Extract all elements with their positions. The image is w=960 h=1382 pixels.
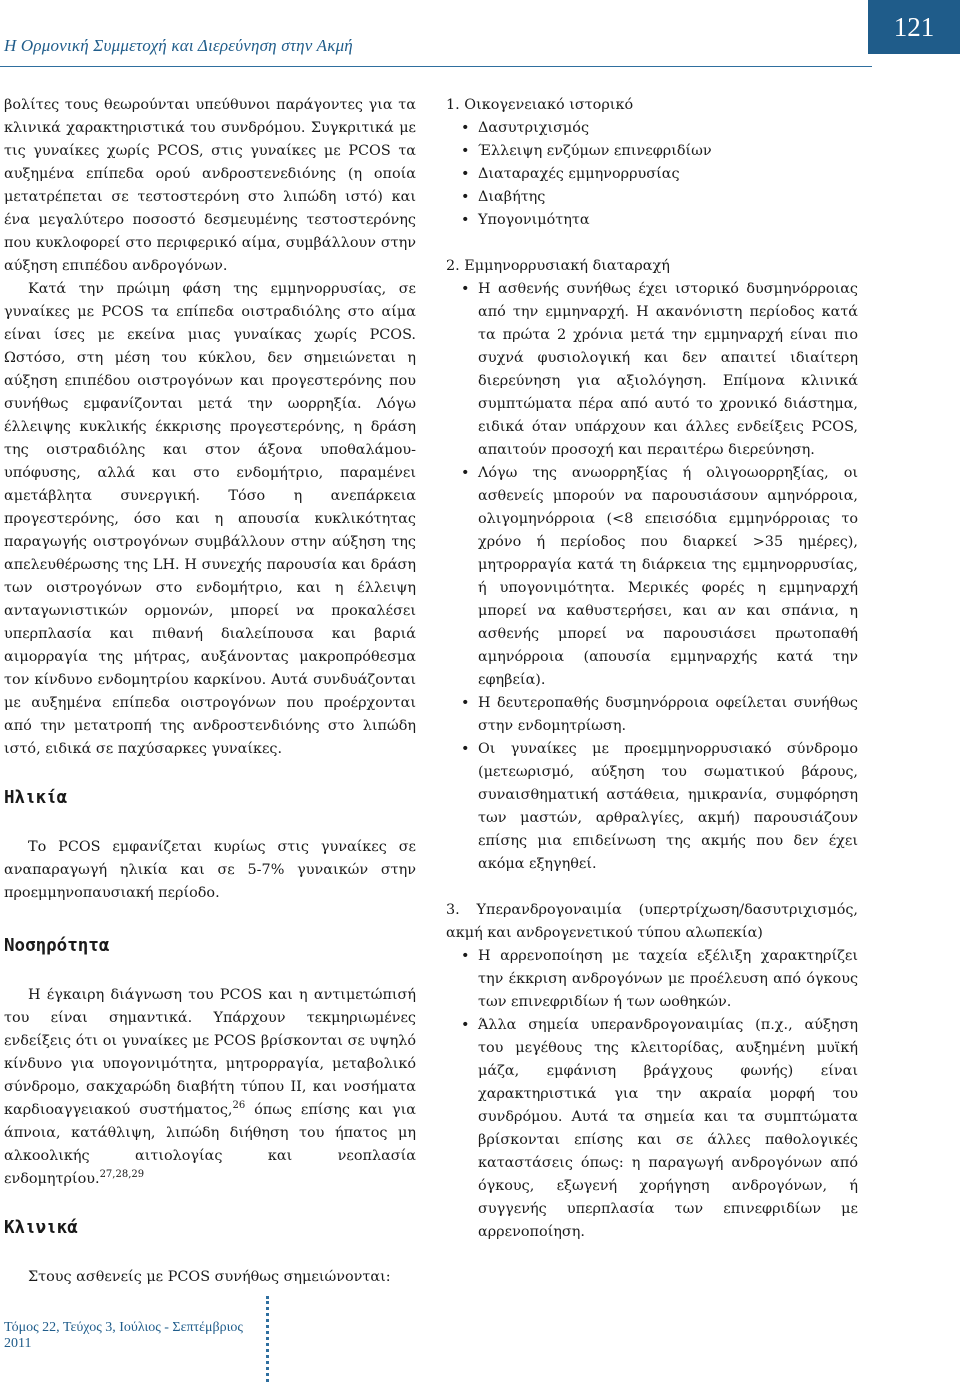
header-rule [0,66,872,67]
list-item: • Έλλειψη ενζύμων επινεφριδίων [446,140,858,163]
section-heading-morbidity: Νοσηρότητα [4,936,110,956]
clinical-paragraph: Στους ασθενείς με PCOS συνήθως σημειώνονται: [28,1269,391,1285]
numbered-heading-1: 1. Οικογενειακό ιστορικό [446,97,634,113]
hyperandrogenemia-list [446,945,858,1244]
right-column [446,94,858,1244]
list-item: • Οι γυναίκες με προεμμηνορρυσιακό σύνδρομο (μετεωρισμό, αύξηση του σωματικού βάρους, συναισθηματική αστάθεια, ημικρανία, συμφόρηση των μαστών, αρθραλγίες, ακμή) παρουσιάζουν επίσης μια επιδείνωση της ακμής που δεν έχει ακόμα εξηγηθεί. [446,738,858,876]
morbidity-paragraph [4,984,416,1191]
age-paragraph: Το PCOS εμφανίζεται κυρίως στις γυναίκες σε αναπαραγωγή ηλικία και σε 5-7% γυναικών στην προεμμηνοπαυσιακή περίοδο. [4,839,416,901]
list-item: • Υπογονιμότητα [446,209,858,232]
list-item: • Η αρρενοποίηση με ταχεία εξέλιξη χαρακτηρίζει την έκκριση ανδρογόνων με προέλευση από όγκους των επινεφριδίων ή των ωοθηκών. [446,945,858,1014]
family-history-list [446,117,858,232]
citation-26: 26 [232,1100,246,1111]
citation-27-29: 27,28,29 [99,1169,145,1180]
left-column [4,94,416,1289]
list-item: • Διαβήτης [446,186,858,209]
list-item: • Δασυτριχισμός [446,117,858,140]
morbidity-text-b: όπως επίσης και για άπνοια, κατάθλιψη, λιπώδη διήθηση του ήπατος μη αλκοολικής αιτιολογίας και νεοπλασία ενδομητρίου. [4,1102,416,1187]
page-number: 121 [868,0,960,54]
footer-issue-info: Τόμος 22, Τεύχος 3, Ιούλιος - Σεπτέμβριος 2011 [4,1320,243,1351]
footer-dotted-rule [266,1296,269,1382]
numbered-heading-3: 3. Υπερανδρογοναιμία (υπερτρίχωση/δασυτριχισμός, ακμή και ανδρογενετικού τύπου αλωπεκία) [446,902,858,941]
list-item: • Άλλα σημεία υπερανδρογοναιμίας (π.χ., αύξηση του μεγέθους της κλειτορίδας, αυξημένη μυϊκή μάζα, εμφάνιση βράγχους φωνής) είναι χαρακτηριστικά για την ακραία μορφή του συνδρόμου. Αυτά τα σημεία και τα συμπτώματα βρίσκονται επίσης και σε άλλες παθολογικές καταστάσεις όπως: η παραγωγή ανδρογόνων από όγκους, εξωγενή χορήγηση ανδρογόνων, ή συγγενής υπερπλασία των επινεφριδίων με αρρενοποίηση. [446,1014,858,1244]
section-heading-age: Ηλικία [4,788,68,808]
body-paragraph-1: βολίτες τους θεωρούνται υπεύθυνοι παράγοντες για τα κλινικά χαρακτηριστικά του συνδρόμου. Συγκριτικά με τις γυναίκες χωρίς PCOS, στις γυναίκες με PCOS τα αυξημένα επίπεδα ορού ανδροστενεδιόνης (η οποία μετατρέπεται σε τεστοστερόνη στο λιπώδη ιστό) και ένα μεγαλύτερο ποσοστό δεσμευμένης τεστοστερόνης που κυκλοφορεί στο περιφερικό αίμα, συμβάλλουν στην αύξηση επιπέδου ανδρογόνων. [4,97,416,274]
numbered-heading-2: 2. Εμμηνορρυσιακή διαταραχή [446,258,670,274]
menstrual-disorder-list [446,278,858,876]
list-item: • Η ασθενής συνήθως έχει ιστορικό δυσμηνόρροιας από την εμμηναρχή. Η ακανόνιστη περίοδος κατά τα πρώτα 2 χρόνια μετά την εμμηναρχή είναι πιο συχνά φυσιολογική και δεν απαιτεί ιδιαίτερη διερεύνηση για αξιολόγηση. Επίμονα κλινικά συμπτώματα πέρα από αυτό το χρονικό διάστημα, ειδικά όταν υπάρχουν και άλλες ενδείξεις PCOS, απαιτούν προσοχή και περαιτέρω διερεύνηση. [446,278,858,462]
morbidity-text-a: Η έγκαιρη διάγνωση του PCOS και η αντιμετώπισή του είναι σημαντικά. Υπάρχουν τεκμηριωμένες ενδείξεις ότι οι γυναίκες με PCOS βρίσκονται σε υψηλό κίνδυνο για υπογονιμότητα, μητρορραγία, μεταβολικό σύνδρομο, σακχαρώδη διαβήτη τύπου ΙΙ, και νοσήματα καρδιοαγγειακού συστήματος, [4,987,416,1118]
list-item: • Λόγω της ανωορρηξίας ή ολιγοωορρηξίας, οι ασθενείς μπορούν να παρουσιάσουν αμηνόρροια, ολιγομηνόρροια (<8 επεισόδια εμμηνόρροιας το χρόνο ή περίοδος που διαρκεί >35 ημέρες), μητρορραγία κατά τη διάρκεια της εμμηνορρυσίας, ή υπογονιμότητα. Μερικές φορές η εμμηναρχή μπορεί να καθυστερήσει, και αν και σπάνια, η ασθενής μπορεί να παρουσιάσει πρωτοπαθή αμηνόρροια (απουσία εμμηναρχής κατά την εφηβεία). [446,462,858,692]
list-item: • Διαταραχές εμμηνορρυσίας [446,163,858,186]
list-item: • Η δευτεροπαθής δυσμηνόρροια οφείλεται συνήθως στην ενδομητρίωση. [446,692,858,738]
running-header-title: Η Ορμονική Συμμετοχή και Διερεύνηση στην Ακμή [4,36,353,55]
section-heading-clinical: Κλινικά [4,1218,78,1238]
body-paragraph-2: Κατά την πρώιμη φάση της εμμηνορρυσίας, σε γυναίκες με PCOS τα επίπεδα οιστραδιόλης στο αίμα είναι ίσες με εκείνα μιας γυναίκας χωρίς PCOS. Ωστόσο, στη μέση του κύκλου, δεν σημειώνεται η αύξηση επιπέδου οιστρογόνων και προγεστερόνης που συνήθως εμφανίζονται μετά την ωορρηξία. Λόγω έλλειψης κυκλικής έκκρισης προγεστερόνης, η δράση της οιστραδιόλης και στον άξονα υποθαλάμου-υπόφυσης, αλλά και στο ενδομήτριο, παραμένει αμετάβλητα συνεργική. Τόσο η ανεπάρκεια προγεστερόνης, όσο και η απουσία κυκλικότητας παραγωγής οιστρογόνων συμβάλλουν στην αύξηση της απελευθέρωσης της LH. Η συνεχής παρουσία και δράση των οιστρογόνων στο ενδομήτριο, και η έλλειψη ανταγωνιστικών ορμονών, μπορεί να προκαλέσει υπερπλασία και πιθανή διαλείπουσα και βαριά αιμορραγία της μήτρας, αυξάνοντας μακροπρόθεσμα τον κίνδυνο ενδομητρίου καρκίνου. Αυτά συνδυάζονται με αυξημένα επίπεδα οιστρογόνων που προέρχονται από την μετατροπή της ανδροστενδιόνης στο λιπώδη ιστό, ειδικά σε παχύσαρκες γυναίκες. [4,281,416,757]
